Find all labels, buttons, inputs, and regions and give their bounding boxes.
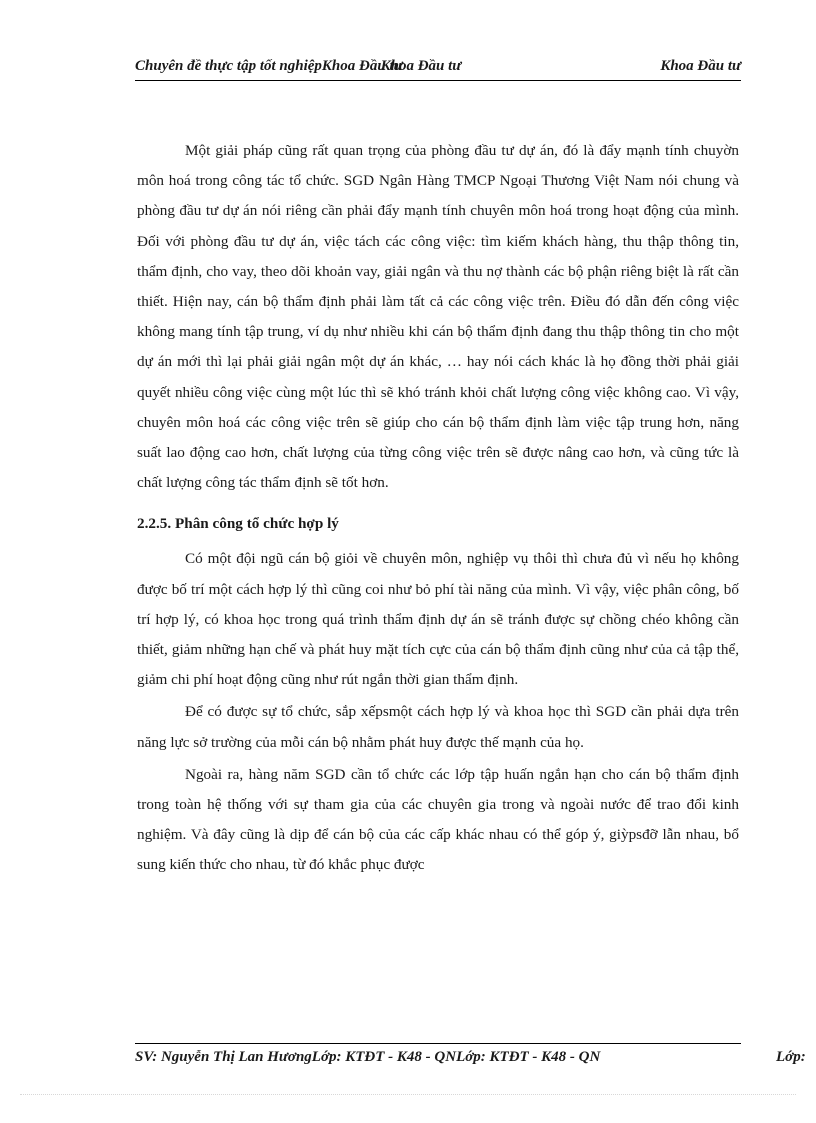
header-title: Chuyên đề thực tập tốt nghiệp [135,58,322,74]
footer-student-info: SV: Nguyễn Thị Lan HươngLớp: KTĐT - K48 - QNLớp: KTĐT - K48 - QN [135,1049,601,1065]
header-faculty-2: Khoa Đầu tư [380,58,462,74]
page-bottom-edge [20,1094,796,1095]
section-heading: 2.2.5. Phân công tổ chức hợp lý [137,515,339,533]
paragraph-training: Ngoài ra, hàng năm SGD cần tổ chức các lớp tập huấn ngắn hạn cho cán bộ thẩm định trong toàn hệ thống với sự tham gia của các chuyên gia trong và ngoài nước để trao đổi kinh nghiệm. Và đây cũng là dịp để cán bộ của các cấp khác nhau có thể góp ý, giỳpsđỡ lẫn nhau, bổ sung kiến thức cho nhau, từ đó khắc phục được [137,765,739,874]
footer-class-label: Lớp: [776,1049,806,1065]
page-footer [135,1043,806,1065]
paragraph-organization: Để có được sự tổ chức, sắp xếpsmột cách hợp lý và khoa học thì SGD cần phải dựa trên năng lực sở trường của mỗi cán bộ nhằm phát huy được thế mạnh của họ. [137,703,739,751]
header-faculty-1: Khoa Đầu tư [321,58,403,74]
document-body [137,136,739,881]
paragraph-staff-assignment: Có một đội ngũ cán bộ giỏi về chuyên môn, nghiệp vụ thôi thì chưa đủ vì nếu họ không được bố trí một cách hợp lý thì cũng coi như bỏ phí tài năng của mình. Vì vậy, việc phân công, bố trí hợp lý, có khoa học trong quá trình thẩm định dự án sẽ tránh được sự chồng chéo không cần thiết, giảm những hạn chế và phát huy mặt tích cực của cán bộ thẩm định cũng như của cả tập thể, giảm chi phí hoạt động cũng như rút ngắn thời gian thẩm định. [137,550,739,689]
paragraph-specialization: Một giải pháp cũng rất quan trọng của phòng đầu tư dự án, đó là đẩy mạnh tính chuyờn môn hoá trong công tác tổ chức. SGD Ngân Hàng TMCP Ngoại Thương Việt Nam nói chung và phòng đầu tư dự án nói riêng cần phải đẩy mạnh tính chuyên môn hoá trong hoạt động của mình. Đối với phòng đầu tư dự án, việc tách các công việc: tìm kiếm khách hàng, thu thập thông tin, thẩm định, cho vay, theo dõi khoản vay, giải ngân và thu nợ thành các bộ phận riêng biệt là rất cần thiết. Hiện nay, cán bộ thẩm định phải làm tất cả các công việc trên. Điều đó dẫn đến công việc không mang tính tập trung, ví dụ như nhiều khi cán bộ thẩm định đang thu thập thông tin cho một dự án mới thì lại phải giải ngân một dự án khác, … hay nói cách khác là họ đồng thời phải giải quyết nhiều công việc cùng một lúc thì sẽ khó tránh khỏi chất lượng công việc không cao. Vì vậy, chuyên môn hoá các công việc trên sẽ giúp cho cán bộ thẩm định làm việc tập trung hơn, năng suất lao động cao hơn, chất lượng của từng công việc trên sẽ được nâng cao hơn, và cũng tức là chất lượng công tác thẩm định sẽ tốt hơn. [137,142,739,492]
page-header [135,58,741,81]
header-left-text [135,58,483,75]
header-right-text: Khoa Đầu tư [660,58,741,74]
